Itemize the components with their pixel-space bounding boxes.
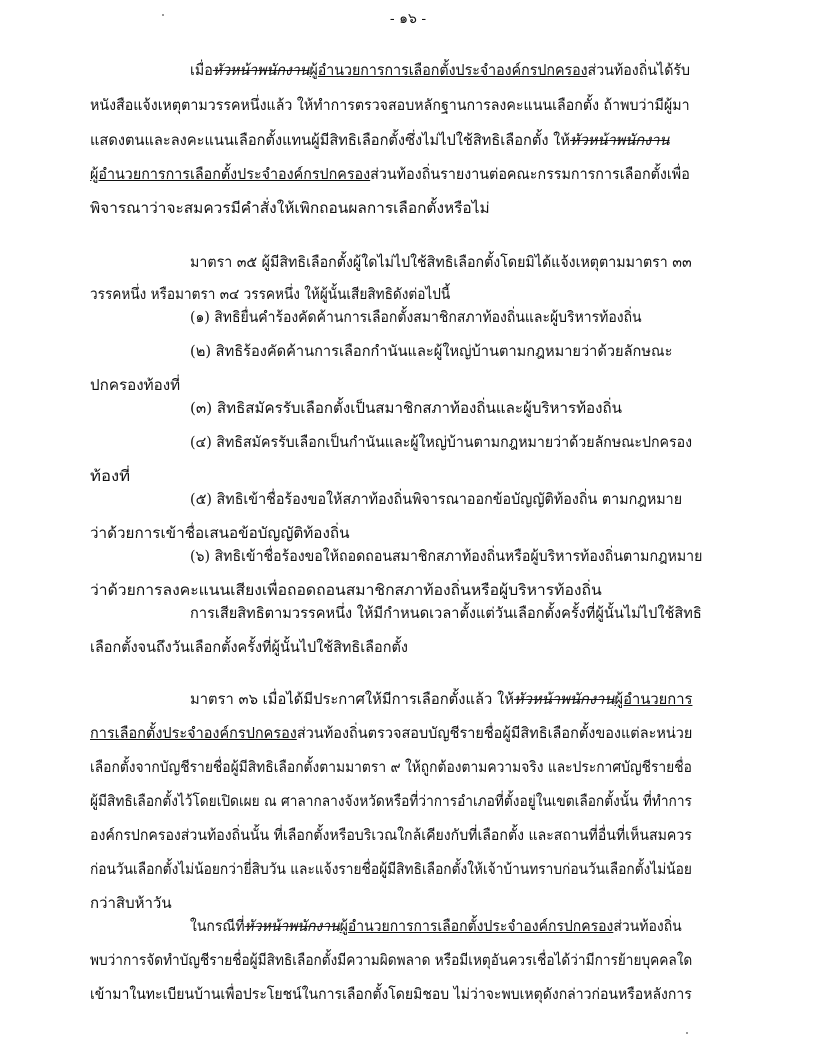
text-segment: มาตรา ๓๖ เมื่อได้มีประกาศให้มีการเลือกตั้งแล้ว ให้ (190, 690, 514, 708)
text-line (90, 984, 692, 1004)
text-line (90, 791, 692, 811)
text-line (190, 432, 692, 452)
text-segment: ผู้มีสิทธิเลือกตั้งไว้โดยเปิดเผย ณ ศาลากลางจังหวัดหรือที่ว่าการอำเภอที่ตั้งอยู่ในเขตเลือกตั้งนั้น ที่ทำการ (90, 792, 692, 810)
struck-text: หัวหน้าพนักงาน (244, 917, 340, 935)
page-number: - ๑๖ - (389, 11, 427, 27)
text-segment: แสดงตนและลงคะแนนเลือกตั้งแทนผู้มีสิทธิเลือกตั้งซึ่งไม่ไปใช้สิทธิเลือกตั้ง ให้ (90, 131, 570, 149)
text-line (90, 723, 692, 743)
text-segment: พิจารณาว่าจะสมควรมีคำสั่งให้เพิกถอนผลการเลือกตั้งหรือไม่ (90, 199, 490, 217)
underlined-text: ผู้อำนวยการการเลือกตั้งประจำองค์กรปกครอง (339, 917, 614, 935)
text-line (90, 893, 172, 913)
underlined-text: การเลือกตั้งประจำองค์กรปกครอง (90, 724, 297, 742)
text-line (90, 375, 180, 395)
scan-speck (162, 14, 164, 16)
text-segment: พบว่าการจัดทำบัญชีรายชื่อผู้มีสิทธิเลือกตั้งมีความผิดพลาด หรือมีเหตุอันควรเชื่อได้ว่ามีการย้ายบุคคลใด (90, 951, 693, 969)
text-line (190, 546, 702, 566)
text-segment: ปกครองท้องที่ (90, 376, 181, 394)
text-line (90, 523, 350, 543)
text-segment: (๒) สิทธิร้องคัดค้านการเลือกกำนันและผู้ใหญ่บ้านตามกฎหมายว่าด้วยลักษณะ (190, 342, 673, 360)
text-segment: ก่อนวันเลือกตั้งไม่น้อยกว่ายี่สิบวัน และแจ้งรายชื่อผู้มีสิทธิเลือกตั้งให้เจ้าบ้านทราบก่อนวันเลือกตั้งไม่น้อย (90, 860, 692, 878)
underlined-text: ผู้อำนวยการการเลือกตั้งประจำองค์กรปกครอง (90, 165, 371, 183)
text-line (90, 466, 130, 486)
text-line (190, 916, 682, 936)
text-line (90, 284, 450, 304)
text-line (190, 341, 672, 361)
text-segment: (๔) สิทธิสมัครรับเลือกเป็นกำนันและผู้ใหญ่บ้านตามกฎหมายว่าด้วยลักษณะปกครอง (190, 433, 693, 451)
text-line (190, 252, 692, 272)
text-segment: การเสียสิทธิตามวรรคหนึ่ง ให้มีกำหนดเวลาตั้งแต่วันเลือกตั้งครั้งที่ผู้นั้นไม่ไปใช้สิทธิ (190, 604, 702, 622)
text-segment: องค์กรปกครองส่วนท้องถิ่นนั้น ที่เลือกตั้งหรือบริเวณใกล้เคียงกับที่เลือกตั้ง และสถานที่อื่นที่เห็นสมควร (90, 826, 692, 844)
text-line (190, 489, 682, 509)
text-segment: เมื่อ (190, 61, 213, 79)
text-segment: กว่าสิบห้าวัน (90, 894, 172, 912)
struck-text: หัวหน้าพนักงาน (513, 690, 615, 708)
text-line (190, 398, 622, 418)
scan-speck (686, 1032, 688, 1034)
text-line (90, 757, 692, 777)
text-segment: มาตรา ๓๕ ผู้มีสิทธิเลือกตั้งผู้ใดไม่ไปใช้สิทธิเลือกตั้งโดยมิได้แจ้งเหตุตามมาตรา ๓๓ (190, 253, 692, 271)
text-segment: (๖) สิทธิเข้าชื่อร้องขอให้ถอดถอนสมาชิกสภาท้องถิ่นหรือผู้บริหารท้องถิ่นตามกฎหมาย (190, 547, 703, 565)
text-segment: ส่วนท้องถิ่นตรวจสอบบัญชีรายชื่อผู้มีสิทธิเลือกตั้งของแต่ละหน่วย (296, 724, 693, 742)
struck-text: หัวหน้าพนักงาน (212, 61, 310, 79)
text-segment: วรรคหนึ่ง หรือมาตรา ๓๔ วรรคหนึ่ง ให้ผู้นั้นเสียสิทธิดังต่อไปนี้ (90, 285, 451, 303)
text-segment: (๕) สิทธิเข้าชื่อร้องขอให้สภาท้องถิ่นพิจารณาออกข้อบัญญัติท้องถิ่น ตามกฎหมาย (190, 490, 683, 508)
text-segment: หนังสือแจ้งเหตุตามวรรคหนึ่งแล้ว ให้ทำการตรวจสอบหลักฐานการลงคะแนนเลือกตั้ง ถ้าพบว่ามีผู้มา (90, 96, 690, 114)
text-segment: ส่วนท้องถิ่น (613, 917, 682, 935)
text-line (90, 164, 690, 184)
text-line (190, 689, 692, 709)
text-segment: (๓) สิทธิสมัครรับเลือกตั้งเป็นสมาชิกสภาท้องถิ่นและผู้บริหารท้องถิ่น (190, 399, 622, 417)
text-line (90, 198, 490, 218)
text-line (90, 637, 408, 657)
text-line (190, 307, 642, 327)
text-segment: เลือกตั้งจนถึงวันเลือกตั้งครั้งที่ผู้นั้นไปใช้สิทธิเลือกตั้ง (90, 638, 408, 656)
text-line (90, 859, 692, 879)
text-segment: เลือกตั้งจากบัญชีรายชื่อผู้มีสิทธิเลือกตั้งตามมาตรา ๙ ให้ถูกต้องตามความจริง และประกาศบัญชีรายชื่อ (90, 758, 692, 776)
underlined-text: ผู้อำนวยการการเลือกตั้งประจำองค์กรปกครอง (309, 61, 588, 79)
text-segment: ว่าด้วยการเข้าชื่อเสนอข้อบัญญัติท้องถิ่น (90, 524, 350, 542)
text-segment: ว่าด้วยการลงคะแนนเสียงเพื่อถอดถอนสมาชิกสภาท้องถิ่นหรือผู้บริหารท้องถิ่น (90, 581, 602, 599)
text-segment: เข้ามาในทะเบียนบ้านเพื่อประโยชน์ในการเลือกตั้งโดยมิชอบ ไม่ว่าจะพบเหตุดังกล่าวก่อนหรือหลังการ (90, 985, 692, 1003)
text-line (90, 950, 692, 970)
text-line (90, 825, 692, 845)
text-line (190, 60, 690, 80)
text-line (90, 130, 670, 150)
text-segment: ในกรณีที่ (190, 917, 245, 935)
struck-text: หัวหน้าพนักงาน (569, 131, 670, 149)
text-segment: ส่วนท้องถิ่นรายงานต่อคณะกรรมการการเลือกตั้งเพื่อ (370, 165, 690, 183)
text-line (190, 603, 702, 623)
text-line (90, 95, 690, 115)
underlined-text: ผู้อำนวยการ (614, 690, 693, 708)
text-segment: (๑) สิทธิยื่นคำร้องคัดค้านการเลือกตั้งสมาชิกสภาท้องถิ่นและผู้บริหารท้องถิ่น (190, 308, 642, 326)
text-segment: ท้องที่ (90, 467, 131, 485)
text-line (90, 580, 602, 600)
text-segment: ส่วนท้องถิ่นได้รับ (587, 61, 691, 79)
